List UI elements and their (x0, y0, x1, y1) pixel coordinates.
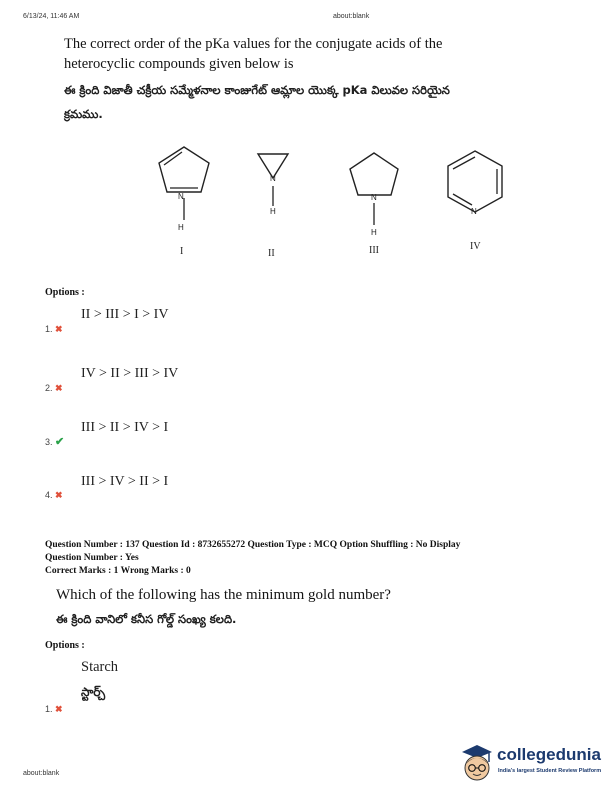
correct-check-icon: ✔ (55, 436, 65, 448)
options-label-q2: Options : (45, 640, 85, 651)
question-meta-line1: Question Number : 137 Question Id : 8732655272 Question Type : MCQ Option Shuffling : No Display (45, 540, 461, 550)
option-1-text[interactable]: II > III > I > IV (81, 307, 169, 322)
q2-option-1-number: 1. ✖ (45, 704, 63, 714)
wrong-mark-icon: ✖ (55, 324, 63, 334)
option-4-text[interactable]: III > IV > II > I (81, 474, 169, 489)
question-text-en-line1: The correct order of the pKa values for the conjugate acids of the (64, 36, 443, 52)
question2-text-te: ఈ క్రింది వానిలో కనీస గోల్డ్ సంఖ్య కలది. (56, 612, 237, 626)
q2-option-1-text-en[interactable]: Starch (81, 659, 119, 675)
footer-url: about:blank (23, 770, 60, 777)
option-1-number: 1. ✖ (45, 324, 63, 334)
option-4-number: 4. ✖ (45, 490, 63, 500)
q2-option-1-text-te: స్టార్చ్ (81, 685, 106, 699)
option-2-text[interactable]: IV > II > III > IV (81, 366, 179, 381)
wrong-mark-icon: ✖ (55, 383, 63, 393)
structure-2-atom-n: N (270, 174, 276, 183)
option-3-number: 3. ✔ (45, 436, 65, 448)
structure-pyrrole (150, 140, 220, 235)
structure-2-atom-h: H (270, 207, 276, 216)
structure-1-atom-h: H (178, 223, 184, 232)
logo-name: collegedunia (497, 745, 601, 764)
structure-2-label: II (268, 248, 275, 259)
print-url: about:blank (333, 13, 370, 20)
option-3-text[interactable]: III > II > IV > I (81, 420, 169, 435)
question-text-en-line2: heterocyclic compounds given below is (64, 56, 294, 72)
wrong-mark-icon: ✖ (55, 704, 63, 714)
structure-4-label: IV (470, 241, 481, 252)
logo-tagline: India's largest Student Review Platform (498, 768, 602, 774)
structure-4-atom-n: N (471, 207, 477, 216)
collegedunia-logo (456, 742, 612, 788)
option-2-number: 2. ✖ (45, 383, 63, 393)
question-meta-line2: Question Number : Yes (45, 553, 139, 563)
question-text-te-line1: ఈ క్రింది విజాతీ చక్రీయ సమ్మేళనాల కాంజుగేట్ ఆమ్లాల యొక్క pKa విలువల సరియైన (64, 83, 450, 97)
structure-3-atom-n: N (371, 193, 377, 202)
structure-1-label: I (180, 246, 184, 257)
question-meta-line3: Correct Marks : 1 Wrong Marks : 0 (45, 566, 191, 576)
options-label: Options : (45, 287, 85, 298)
wrong-mark-icon: ✖ (55, 490, 63, 500)
structure-3-atom-h: H (371, 228, 377, 237)
structure-1-atom-n: N (178, 192, 184, 201)
question2-text-en: Which of the following has the minimum gold number? (56, 587, 391, 603)
mascot-icon (458, 742, 496, 786)
question-text-te-line2: క్రమము. (64, 107, 103, 121)
print-datetime: 6/13/24, 11:46 AM (23, 13, 80, 20)
structure-3-label: III (369, 245, 379, 256)
